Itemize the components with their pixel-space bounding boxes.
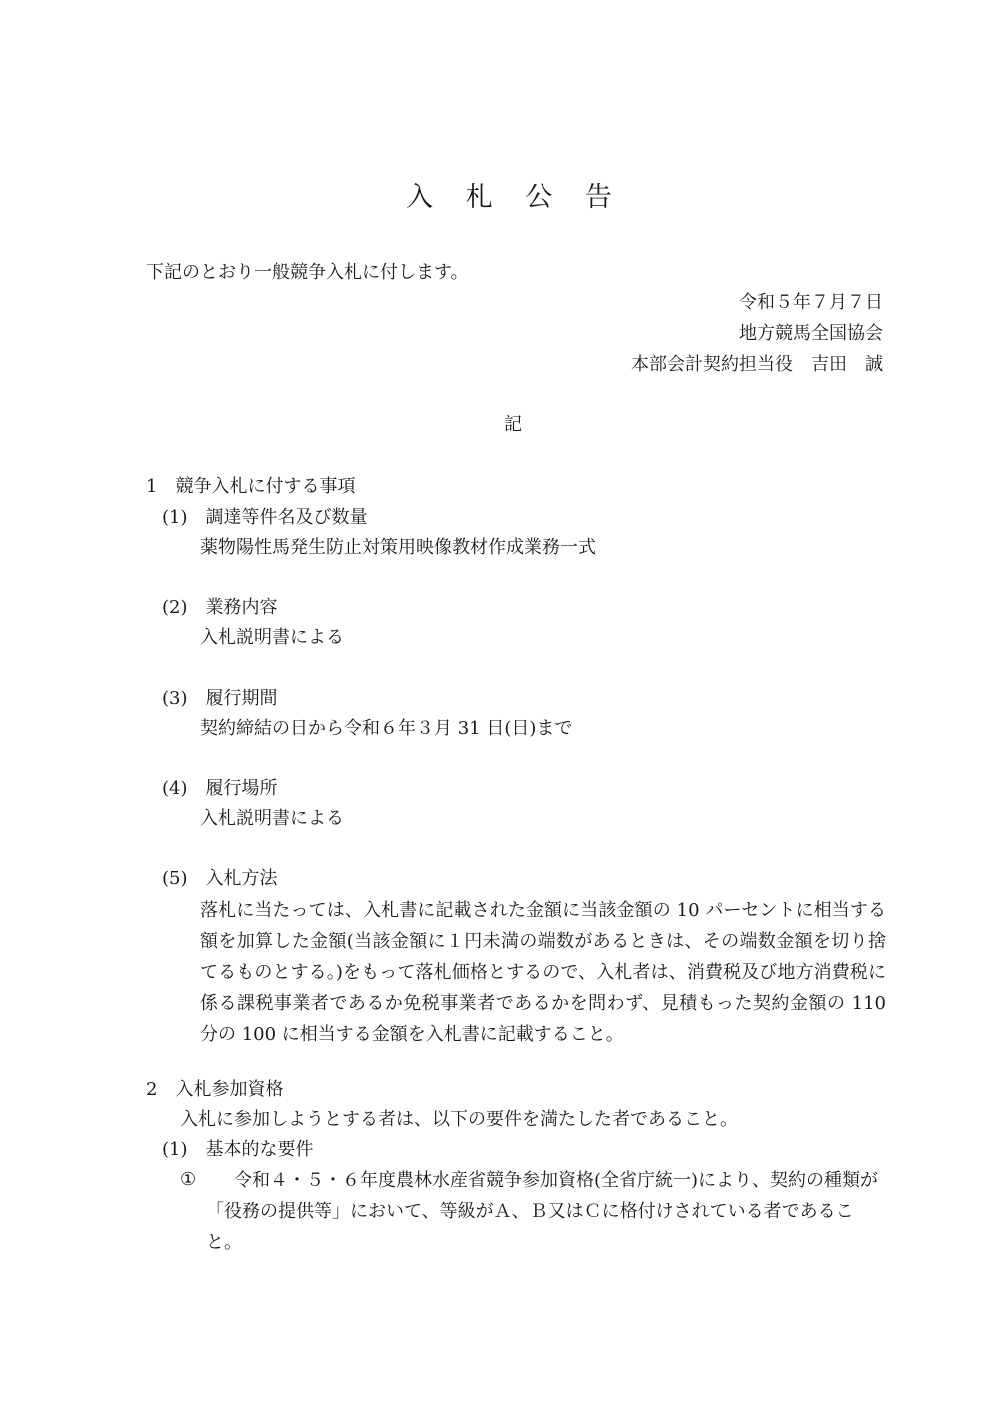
item-1-label: (1) 調達等件名及び数量	[162, 507, 368, 528]
contract-officer: 本部会計契約担当役 吉田 誠	[631, 354, 883, 375]
item-5-text: 落札に当たっては、入札書に記載された金額に当該金額の 10 パーセントに相当する額を加算した金額(当該金額に１円未満の端数があるときは、その端数金額を切り捨てるものとする。)をもって落札価格とするので、入札者は、消費税及び地方消費税に係る課税事業者であるか免税事業者であるかを問わず、見積もった契約金額の 110 分の 100 に相当する金額を入札書に記載すること。	[200, 900, 886, 1045]
intro-text: 下記のとおり一般競争入札に付します。	[146, 262, 469, 283]
item-3-text: 契約締結の日から令和６年３月 31 日(日)まで	[200, 718, 573, 739]
section-1-heading: 1 競争入札に付する事項	[146, 476, 356, 497]
notice-date: 令和５年７月７日	[739, 292, 883, 313]
organization-name: 地方競馬全国協会	[739, 323, 883, 344]
item-5-label: (5) 入札方法	[162, 868, 278, 889]
section-2-sub-heading: (1) 基本的な要件	[162, 1139, 314, 1160]
item-2-label: (2) 業務内容	[162, 597, 278, 618]
item-3-label: (3) 履行期間	[162, 688, 278, 709]
item-4-text: 入札説明書による	[200, 808, 344, 829]
section-2-heading: 2 入札参加資格	[146, 1079, 284, 1100]
item-2-text: 入札説明書による	[200, 627, 344, 648]
item-1-text: 薬物陽性馬発生防止対策用映像教材作成業務一式	[200, 537, 596, 558]
ki-heading: 記	[504, 414, 522, 435]
qualification-text: 令和４・５・６年度農林水産省競争参加資格(全省庁統一)により、契約の種類が「役務の提供等」において、等級がＡ、Ｂ又はＣに格付けされている者であること。	[206, 1170, 879, 1253]
section-2-intro: 入札に参加しようとする者は、以下の要件を満たした者であること。	[180, 1109, 738, 1130]
item-marker: ①	[180, 1169, 197, 1190]
item-4-label: (4) 履行場所	[162, 778, 278, 799]
page-title: 入 札 公 告	[406, 182, 624, 213]
